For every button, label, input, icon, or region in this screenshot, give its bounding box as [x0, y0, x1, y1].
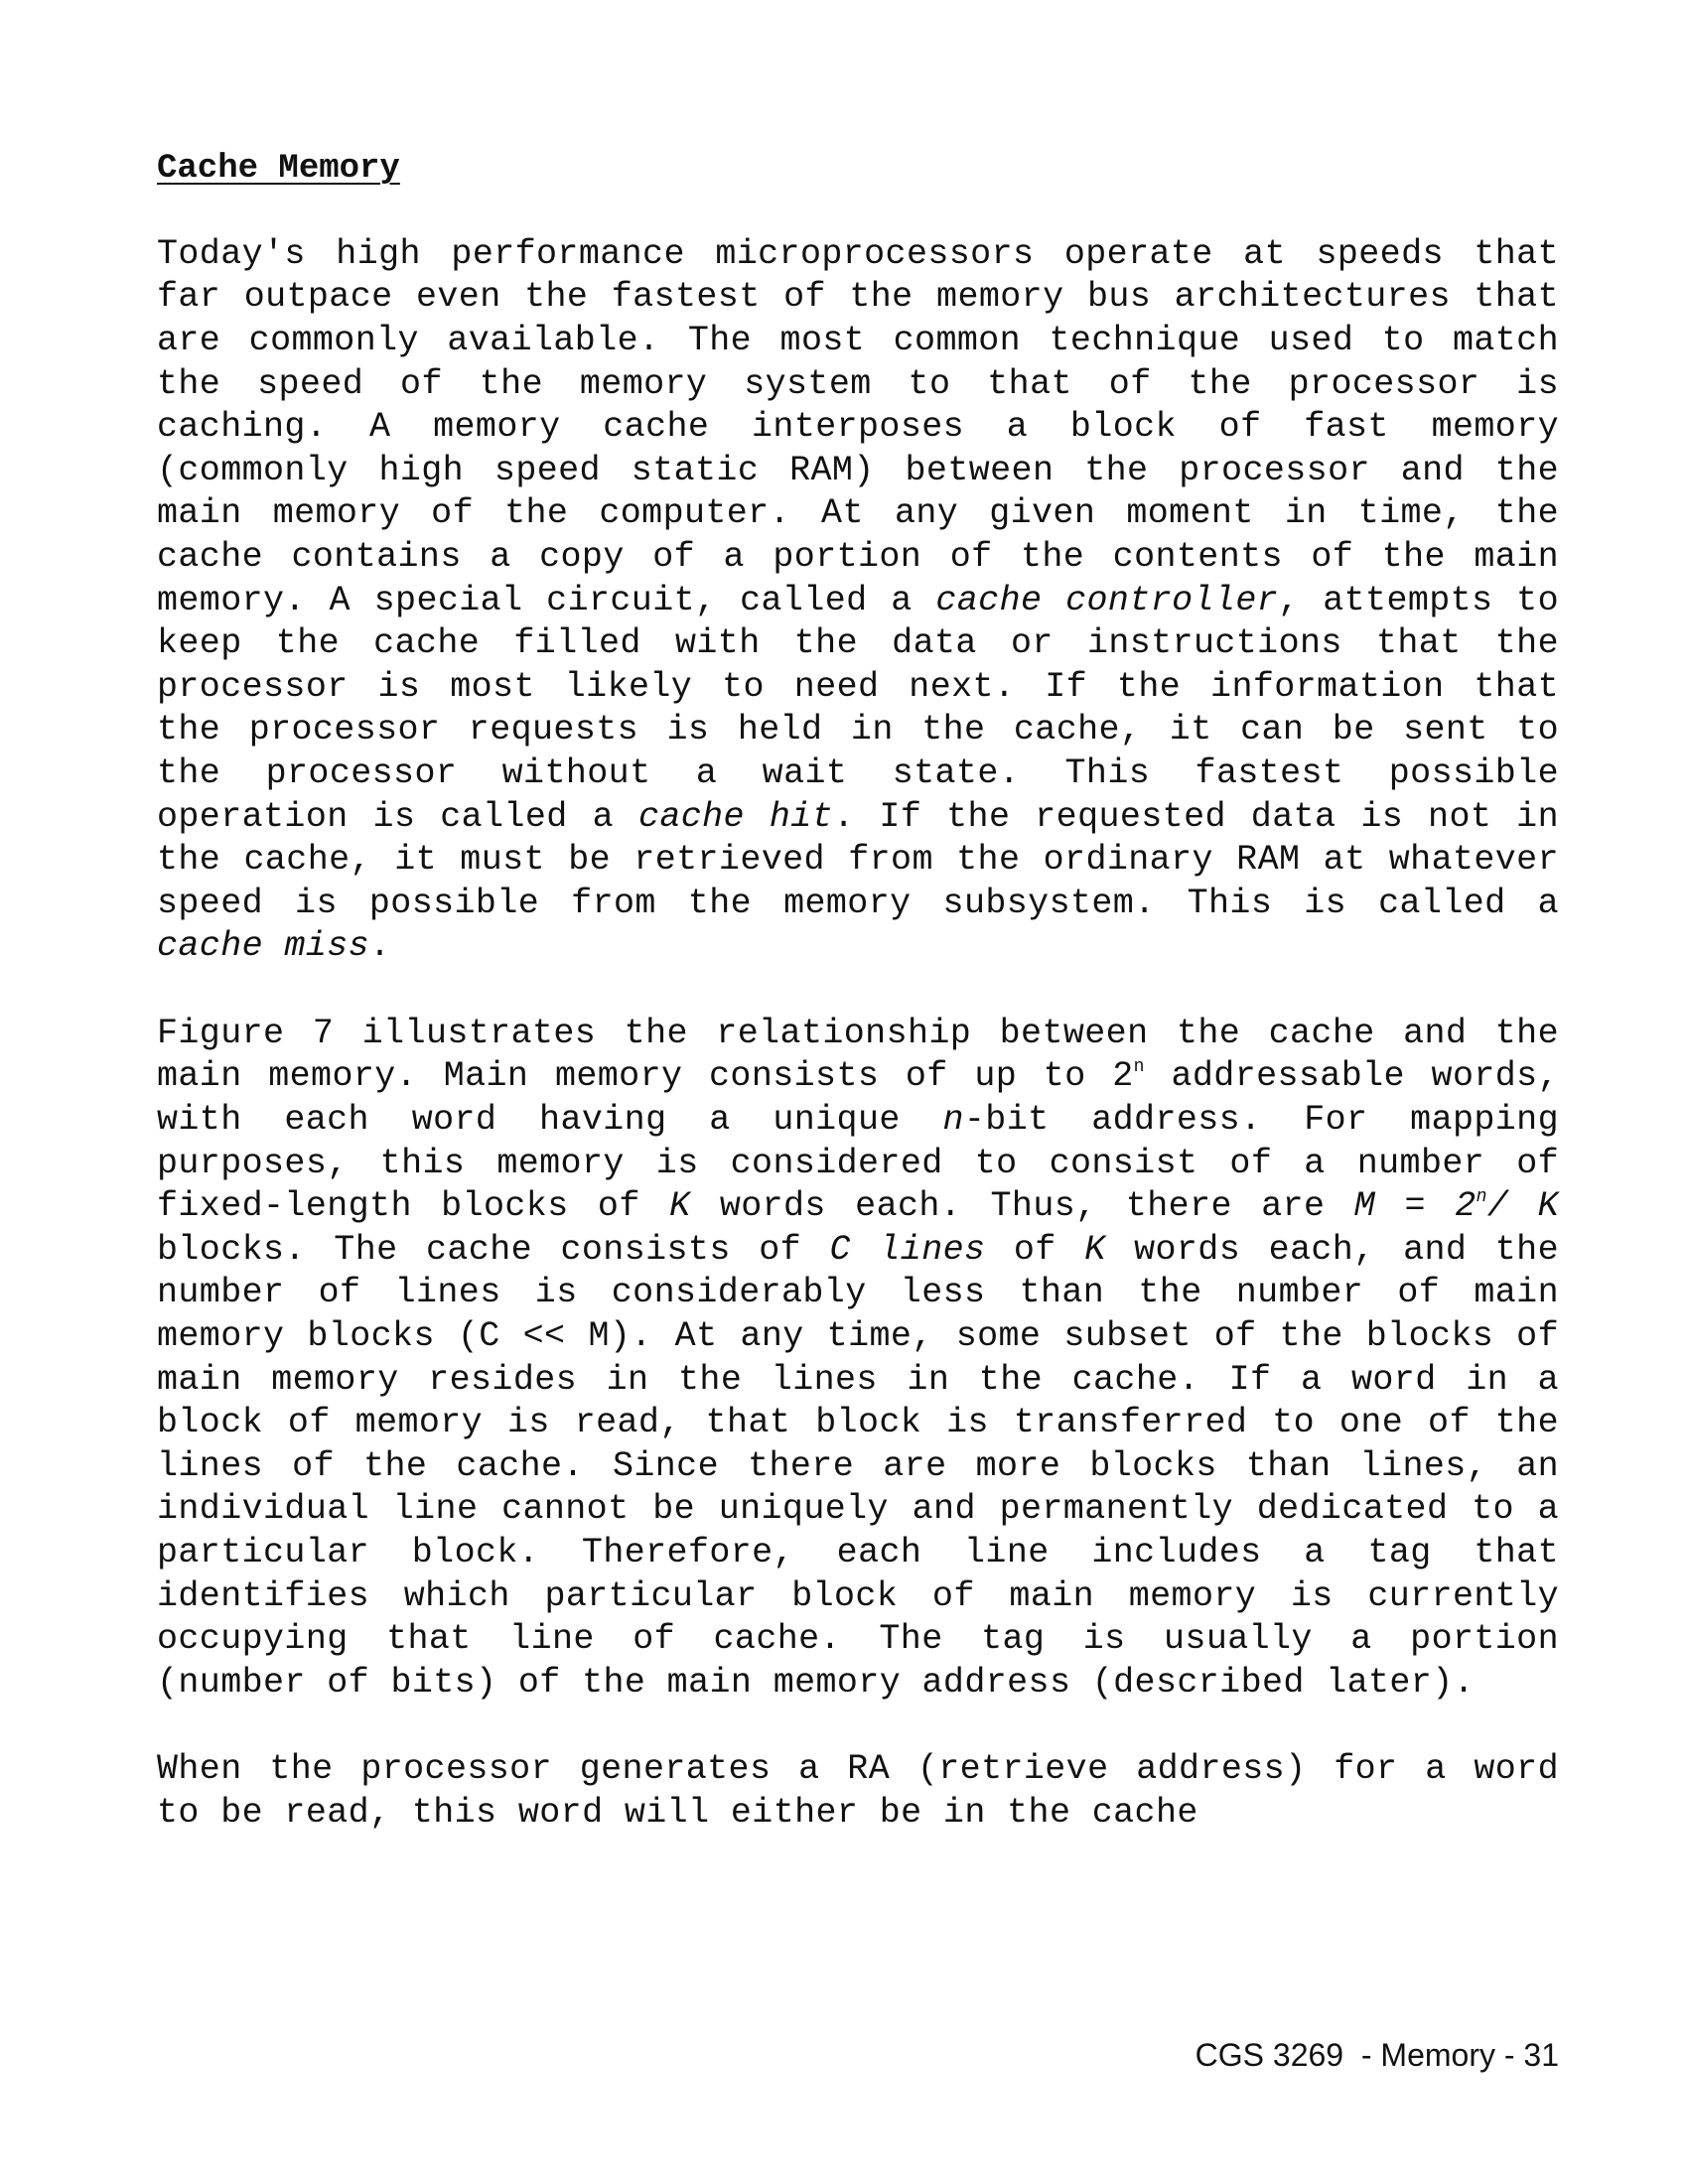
italic-formula: M = 2 [1353, 1186, 1477, 1227]
text-run: Today's high performance microprocessors operate at speeds that far outpace even the fastest of the memory bus architectures that are commonly available. The most common technique used to match the speed of the memory system to that of the processor is caching. A memory cache interposes a block of fast memory (commonly high speed static RAM) between the processor and the main memory of the computer. At any given moment in time, the cache contains a copy of a portion of the contents of the main memory. A special circuit, called a [157, 233, 1559, 620]
term-cache-hit: cache hit [637, 796, 834, 837]
text-run: of [985, 1229, 1085, 1270]
paragraph-figure-7 [157, 1013, 1559, 1706]
term-cache-controller: cache controller [935, 580, 1279, 620]
italic-formula: / K [1486, 1186, 1559, 1227]
section-heading: Cache Memory [157, 150, 400, 188]
italic-variable: C lines [829, 1229, 986, 1270]
text-run: Figure 7 illustrates the relationship between the cache and the main memory. Main memory consists of up to 2 [157, 1013, 1559, 1097]
text-run: , attempts to keep the cache filled with the data or instructions that the processor is most likely to need next. If the information that the processor requests is held in the cache, it can be sent to the processor without a wait state. This fastest possible operation is called a [157, 580, 1559, 837]
italic-variable: K [1084, 1229, 1106, 1270]
term-cache-miss: cache miss [157, 926, 370, 967]
text-run: . [369, 926, 391, 967]
italic-variable: K [669, 1186, 691, 1227]
text-run: blocks. The cache consists of [157, 1229, 830, 1270]
text-run: -bit address. For mapping purposes, this memory is considered to consist of a number of fixed-length blocks of [157, 1100, 1559, 1227]
superscript: n [1476, 1187, 1487, 1208]
italic-variable: n [942, 1100, 964, 1141]
text-run: words each, and the number of lines is considerably less than the number of main memory blocks (C << M). At any time, some subset of the blocks of main memory resides in the lines in the cache. If a word in a block of memory is read, that block is transferred to one of the lines of the cache. Since there are more blocks than lines, an individual line cannot be uniquely and permanently dedicated to a particular block. Therefore, each line includes a tag that identifies which particular block of main memory is currently occupying that line of cache. The tag is usually a portion (number of bits) of the main memory address (described later). [157, 1229, 1559, 1703]
paragraph-retrieve-address: When the processor generates a RA (retrieve address) for a word to be read, this word will either be in the cache [157, 1749, 1559, 1833]
text-run: words each. Thus, there are [690, 1186, 1354, 1227]
paragraph-cache-intro [157, 233, 1559, 969]
superscript: n [1133, 1057, 1145, 1078]
text-run: addressable words, with each word having a unique [157, 1056, 1559, 1141]
document-page [157, 149, 1559, 1879]
page-footer: CGS 3269 - Memory - 31 [1195, 2037, 1559, 2073]
text-run: . If the requested data is not in the cache, it must be retrieved from the ordinary RAM at whatever speed is possible from the memory subsystem. This is called a [157, 796, 1559, 923]
